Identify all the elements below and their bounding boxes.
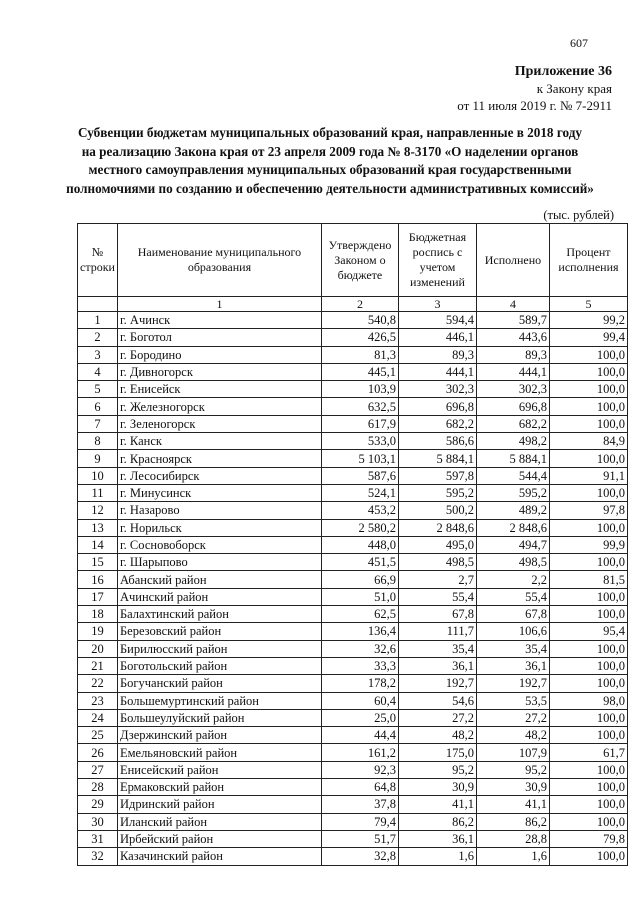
- table-row: [78, 329, 628, 346]
- budget-list-amount: 597,8: [398, 467, 476, 484]
- budget-list-amount: 682,2: [398, 415, 476, 432]
- budget-list-amount: 586,6: [398, 433, 476, 450]
- execution-percent: 100,0: [549, 848, 627, 865]
- budget-list-amount: 55,4: [398, 588, 476, 605]
- executed-amount: 41,1: [476, 796, 549, 813]
- municipality-name: Большемуртинский район: [117, 692, 321, 709]
- budget-list-amount: 41,1: [398, 796, 476, 813]
- header-cell: Наименование муниципального образования: [117, 224, 321, 297]
- table-row: [78, 657, 628, 674]
- budget-list-amount: 495,0: [398, 536, 476, 553]
- budget-list-amount: 594,4: [398, 312, 476, 329]
- executed-amount: 53,5: [476, 692, 549, 709]
- approved-amount: 44,4: [321, 727, 398, 744]
- executed-amount: 36,1: [476, 657, 549, 674]
- execution-percent: 100,0: [549, 761, 627, 778]
- appendix-date: от 11 июля 2019 г. № 7-2911: [457, 98, 612, 113]
- row-number: 24: [78, 709, 118, 726]
- execution-percent: 100,0: [549, 727, 627, 744]
- table-row: [78, 484, 628, 501]
- row-number: 23: [78, 692, 118, 709]
- executed-amount: 682,2: [476, 415, 549, 432]
- table-row: [78, 381, 628, 398]
- approved-amount: 587,6: [321, 467, 398, 484]
- approved-amount: 103,9: [321, 381, 398, 398]
- index-cell: 1: [117, 297, 321, 312]
- execution-percent: 97,8: [549, 502, 627, 519]
- approved-amount: 33,3: [321, 657, 398, 674]
- approved-amount: 32,8: [321, 848, 398, 865]
- header-cell: № строки: [78, 224, 118, 297]
- municipality-name: г. Минусинск: [117, 484, 321, 501]
- municipality-name: Большеулуйский район: [117, 709, 321, 726]
- municipality-name: Боготольский район: [117, 657, 321, 674]
- executed-amount: 27,2: [476, 709, 549, 726]
- execution-percent: 100,0: [549, 779, 627, 796]
- approved-amount: 81,3: [321, 346, 398, 363]
- row-number: 8: [78, 433, 118, 450]
- municipality-name: г. Енисейск: [117, 381, 321, 398]
- table-row: [78, 779, 628, 796]
- municipality-name: г. Дивногорск: [117, 363, 321, 380]
- municipality-name: г. Назарово: [117, 502, 321, 519]
- table-row: [78, 796, 628, 813]
- row-number: 15: [78, 554, 118, 571]
- budget-list-amount: 5 884,1: [398, 450, 476, 467]
- approved-amount: 617,9: [321, 415, 398, 432]
- municipality-name: Дзержинский район: [117, 727, 321, 744]
- row-number: 21: [78, 657, 118, 674]
- approved-amount: 51,7: [321, 830, 398, 847]
- executed-amount: 30,9: [476, 779, 549, 796]
- row-number: 11: [78, 484, 118, 501]
- approved-amount: 136,4: [321, 623, 398, 640]
- municipality-name: г. Железногорск: [117, 398, 321, 415]
- execution-percent: 100,0: [549, 381, 627, 398]
- table-row: [78, 588, 628, 605]
- appendix-title: Приложение 36: [514, 64, 612, 79]
- execution-percent: 100,0: [549, 813, 627, 830]
- executed-amount: 489,2: [476, 502, 549, 519]
- execution-percent: 79,8: [549, 830, 627, 847]
- index-cell: 2: [321, 297, 398, 312]
- execution-percent: 99,9: [549, 536, 627, 553]
- table-row: [78, 848, 628, 865]
- row-number: 26: [78, 744, 118, 761]
- execution-percent: 100,0: [549, 606, 627, 623]
- municipality-name: г. Канск: [117, 433, 321, 450]
- approved-amount: 60,4: [321, 692, 398, 709]
- row-number: 7: [78, 415, 118, 432]
- row-number: 29: [78, 796, 118, 813]
- budget-list-amount: 595,2: [398, 484, 476, 501]
- approved-amount: 64,8: [321, 779, 398, 796]
- subsidy-table: [77, 223, 628, 866]
- budget-list-amount: 1,6: [398, 848, 476, 865]
- executed-amount: 48,2: [476, 727, 549, 744]
- execution-percent: 100,0: [549, 796, 627, 813]
- executed-amount: 67,8: [476, 606, 549, 623]
- approved-amount: 79,4: [321, 813, 398, 830]
- row-number: 9: [78, 450, 118, 467]
- budget-list-amount: 54,6: [398, 692, 476, 709]
- approved-amount: 445,1: [321, 363, 398, 380]
- execution-percent: 95,4: [549, 623, 627, 640]
- budget-list-amount: 302,3: [398, 381, 476, 398]
- municipality-name: Енисейский район: [117, 761, 321, 778]
- execution-percent: 100,0: [549, 519, 627, 536]
- approved-amount: 540,8: [321, 312, 398, 329]
- table-row: [78, 692, 628, 709]
- header-cell: Утверждено Законом о бюджете: [321, 224, 398, 297]
- approved-amount: 426,5: [321, 329, 398, 346]
- row-number: 30: [78, 813, 118, 830]
- table-body: [78, 312, 628, 866]
- row-number: 27: [78, 761, 118, 778]
- row-number: 10: [78, 467, 118, 484]
- municipality-name: г. Шарыпово: [117, 554, 321, 571]
- executed-amount: 86,2: [476, 813, 549, 830]
- approved-amount: 161,2: [321, 744, 398, 761]
- execution-percent: 100,0: [549, 450, 627, 467]
- execution-percent: 100,0: [549, 398, 627, 415]
- approved-amount: 451,5: [321, 554, 398, 571]
- row-number: 20: [78, 640, 118, 657]
- row-number: 17: [78, 588, 118, 605]
- row-number: 1: [78, 312, 118, 329]
- header-cell: Бюджетная роспись с учетом изменений: [398, 224, 476, 297]
- row-number: 18: [78, 606, 118, 623]
- executed-amount: 696,8: [476, 398, 549, 415]
- execution-percent: 91,1: [549, 467, 627, 484]
- municipality-name: г. Боготол: [117, 329, 321, 346]
- approved-amount: 25,0: [321, 709, 398, 726]
- row-number: 6: [78, 398, 118, 415]
- table-row: [78, 415, 628, 432]
- table-row: [78, 606, 628, 623]
- execution-percent: 99,2: [549, 312, 627, 329]
- executed-amount: 106,6: [476, 623, 549, 640]
- row-number: 2: [78, 329, 118, 346]
- municipality-name: г. Зеленогорск: [117, 415, 321, 432]
- budget-list-amount: 111,7: [398, 623, 476, 640]
- table-row: [78, 727, 628, 744]
- execution-percent: 81,5: [549, 571, 627, 588]
- approved-amount: 524,1: [321, 484, 398, 501]
- municipality-name: Идринский район: [117, 796, 321, 813]
- table-row: [78, 312, 628, 329]
- table-row: [78, 813, 628, 830]
- table-row: [78, 433, 628, 450]
- approved-amount: 2 580,2: [321, 519, 398, 536]
- executed-amount: 498,2: [476, 433, 549, 450]
- executed-amount: 589,7: [476, 312, 549, 329]
- execution-percent: 100,0: [549, 709, 627, 726]
- budget-list-amount: 36,1: [398, 657, 476, 674]
- execution-percent: 100,0: [549, 588, 627, 605]
- budget-list-amount: 30,9: [398, 779, 476, 796]
- execution-percent: 100,0: [549, 657, 627, 674]
- budget-list-amount: 36,1: [398, 830, 476, 847]
- executed-amount: 192,7: [476, 675, 549, 692]
- municipality-name: г. Лесосибирск: [117, 467, 321, 484]
- execution-percent: 100,0: [549, 554, 627, 571]
- executed-amount: 1,6: [476, 848, 549, 865]
- execution-percent: 100,0: [549, 415, 627, 432]
- row-number: 14: [78, 536, 118, 553]
- row-number: 22: [78, 675, 118, 692]
- table-row: [78, 709, 628, 726]
- municipality-name: г. Ачинск: [117, 312, 321, 329]
- index-cell: 4: [476, 297, 549, 312]
- executed-amount: 544,4: [476, 467, 549, 484]
- approved-amount: 5 103,1: [321, 450, 398, 467]
- row-number: 4: [78, 363, 118, 380]
- approved-amount: 632,5: [321, 398, 398, 415]
- execution-percent: 100,0: [549, 346, 627, 363]
- table-row: [78, 467, 628, 484]
- table-row: [78, 502, 628, 519]
- approved-amount: 66,9: [321, 571, 398, 588]
- budget-list-amount: 27,2: [398, 709, 476, 726]
- page-number: 607: [570, 36, 588, 50]
- row-number: 31: [78, 830, 118, 847]
- budget-list-amount: 67,8: [398, 606, 476, 623]
- units-label: (тыс. рублей): [543, 208, 614, 222]
- execution-percent: 100,0: [549, 640, 627, 657]
- approved-amount: 453,2: [321, 502, 398, 519]
- table-row: [78, 398, 628, 415]
- budget-list-amount: 86,2: [398, 813, 476, 830]
- title-line: на реализацию Закона края от 23 апреля 2009 года № 8-3170 «О наделении органов: [81, 143, 579, 159]
- title-line: полномочиями по созданию и обеспечению деятельности административных комиссий»: [66, 180, 594, 196]
- municipality-name: Казачинский район: [117, 848, 321, 865]
- approved-amount: 92,3: [321, 761, 398, 778]
- municipality-name: г. Норильск: [117, 519, 321, 536]
- municipality-name: Ачинский район: [117, 588, 321, 605]
- row-number: 32: [78, 848, 118, 865]
- table-row: [78, 571, 628, 588]
- approved-amount: 37,8: [321, 796, 398, 813]
- title-line: Субвенции бюджетам муниципальных образований края, направленные в 2018 году: [78, 125, 582, 140]
- approved-amount: 448,0: [321, 536, 398, 553]
- approved-amount: 51,0: [321, 588, 398, 605]
- municipality-name: Березовский район: [117, 623, 321, 640]
- municipality-name: Абанский район: [117, 571, 321, 588]
- budget-list-amount: 696,8: [398, 398, 476, 415]
- execution-percent: 98,0: [549, 692, 627, 709]
- budget-list-amount: 498,5: [398, 554, 476, 571]
- table-row: [78, 536, 628, 553]
- approved-amount: 32,6: [321, 640, 398, 657]
- table-row: [78, 830, 628, 847]
- budget-list-amount: 2,7: [398, 571, 476, 588]
- row-number: 19: [78, 623, 118, 640]
- budget-list-amount: 2 848,6: [398, 519, 476, 536]
- budget-list-amount: 89,3: [398, 346, 476, 363]
- table-row: [78, 554, 628, 571]
- executed-amount: 498,5: [476, 554, 549, 571]
- execution-percent: 84,9: [549, 433, 627, 450]
- municipality-name: Богучанский район: [117, 675, 321, 692]
- executed-amount: 444,1: [476, 363, 549, 380]
- execution-percent: 61,7: [549, 744, 627, 761]
- budget-list-amount: 500,2: [398, 502, 476, 519]
- municipality-name: Емельяновский район: [117, 744, 321, 761]
- executed-amount: 302,3: [476, 381, 549, 398]
- budget-list-amount: 175,0: [398, 744, 476, 761]
- executed-amount: 28,8: [476, 830, 549, 847]
- municipality-name: г. Бородино: [117, 346, 321, 363]
- table-row: [78, 744, 628, 761]
- document-title: [60, 124, 600, 198]
- executed-amount: 55,4: [476, 588, 549, 605]
- budget-list-amount: 192,7: [398, 675, 476, 692]
- table-row: [78, 640, 628, 657]
- row-number: 13: [78, 519, 118, 536]
- approved-amount: 62,5: [321, 606, 398, 623]
- table-row: [78, 450, 628, 467]
- row-number: 12: [78, 502, 118, 519]
- municipality-name: Бирилюсский район: [117, 640, 321, 657]
- execution-percent: 100,0: [549, 484, 627, 501]
- index-cell: 3: [398, 297, 476, 312]
- header-row: [78, 224, 628, 297]
- row-number: 16: [78, 571, 118, 588]
- table-row: [78, 761, 628, 778]
- table-row: [78, 623, 628, 640]
- executed-amount: 95,2: [476, 761, 549, 778]
- execution-percent: 100,0: [549, 363, 627, 380]
- executed-amount: 595,2: [476, 484, 549, 501]
- row-number: 25: [78, 727, 118, 744]
- execution-percent: 99,4: [549, 329, 627, 346]
- executed-amount: 443,6: [476, 329, 549, 346]
- row-number: 5: [78, 381, 118, 398]
- table-row: [78, 363, 628, 380]
- appendix-block: [457, 62, 612, 114]
- table-row: [78, 346, 628, 363]
- approved-amount: 533,0: [321, 433, 398, 450]
- index-cell: [78, 297, 118, 312]
- table-row: [78, 519, 628, 536]
- municipality-name: г. Красноярск: [117, 450, 321, 467]
- budget-list-amount: 35,4: [398, 640, 476, 657]
- title-line: местного самоуправления муниципальных образований края государственными: [88, 162, 572, 177]
- executed-amount: 5 884,1: [476, 450, 549, 467]
- municipality-name: Ирбейский район: [117, 830, 321, 847]
- index-row: [78, 297, 628, 312]
- municipality-name: Иланский район: [117, 813, 321, 830]
- approved-amount: 178,2: [321, 675, 398, 692]
- executed-amount: 35,4: [476, 640, 549, 657]
- index-cell: 5: [549, 297, 627, 312]
- municipality-name: Ермаковский район: [117, 779, 321, 796]
- executed-amount: 494,7: [476, 536, 549, 553]
- header-cell: Исполнено: [476, 224, 549, 297]
- row-number: 28: [78, 779, 118, 796]
- executed-amount: 107,9: [476, 744, 549, 761]
- budget-list-amount: 95,2: [398, 761, 476, 778]
- header-cell: Процент исполнения: [549, 224, 627, 297]
- municipality-name: г. Сосновоборск: [117, 536, 321, 553]
- executed-amount: 2,2: [476, 571, 549, 588]
- budget-list-amount: 48,2: [398, 727, 476, 744]
- row-number: 3: [78, 346, 118, 363]
- table-row: [78, 675, 628, 692]
- budget-list-amount: 444,1: [398, 363, 476, 380]
- appendix-law: к Закону края: [536, 81, 612, 96]
- executed-amount: 89,3: [476, 346, 549, 363]
- executed-amount: 2 848,6: [476, 519, 549, 536]
- municipality-name: Балахтинский район: [117, 606, 321, 623]
- execution-percent: 100,0: [549, 675, 627, 692]
- budget-list-amount: 446,1: [398, 329, 476, 346]
